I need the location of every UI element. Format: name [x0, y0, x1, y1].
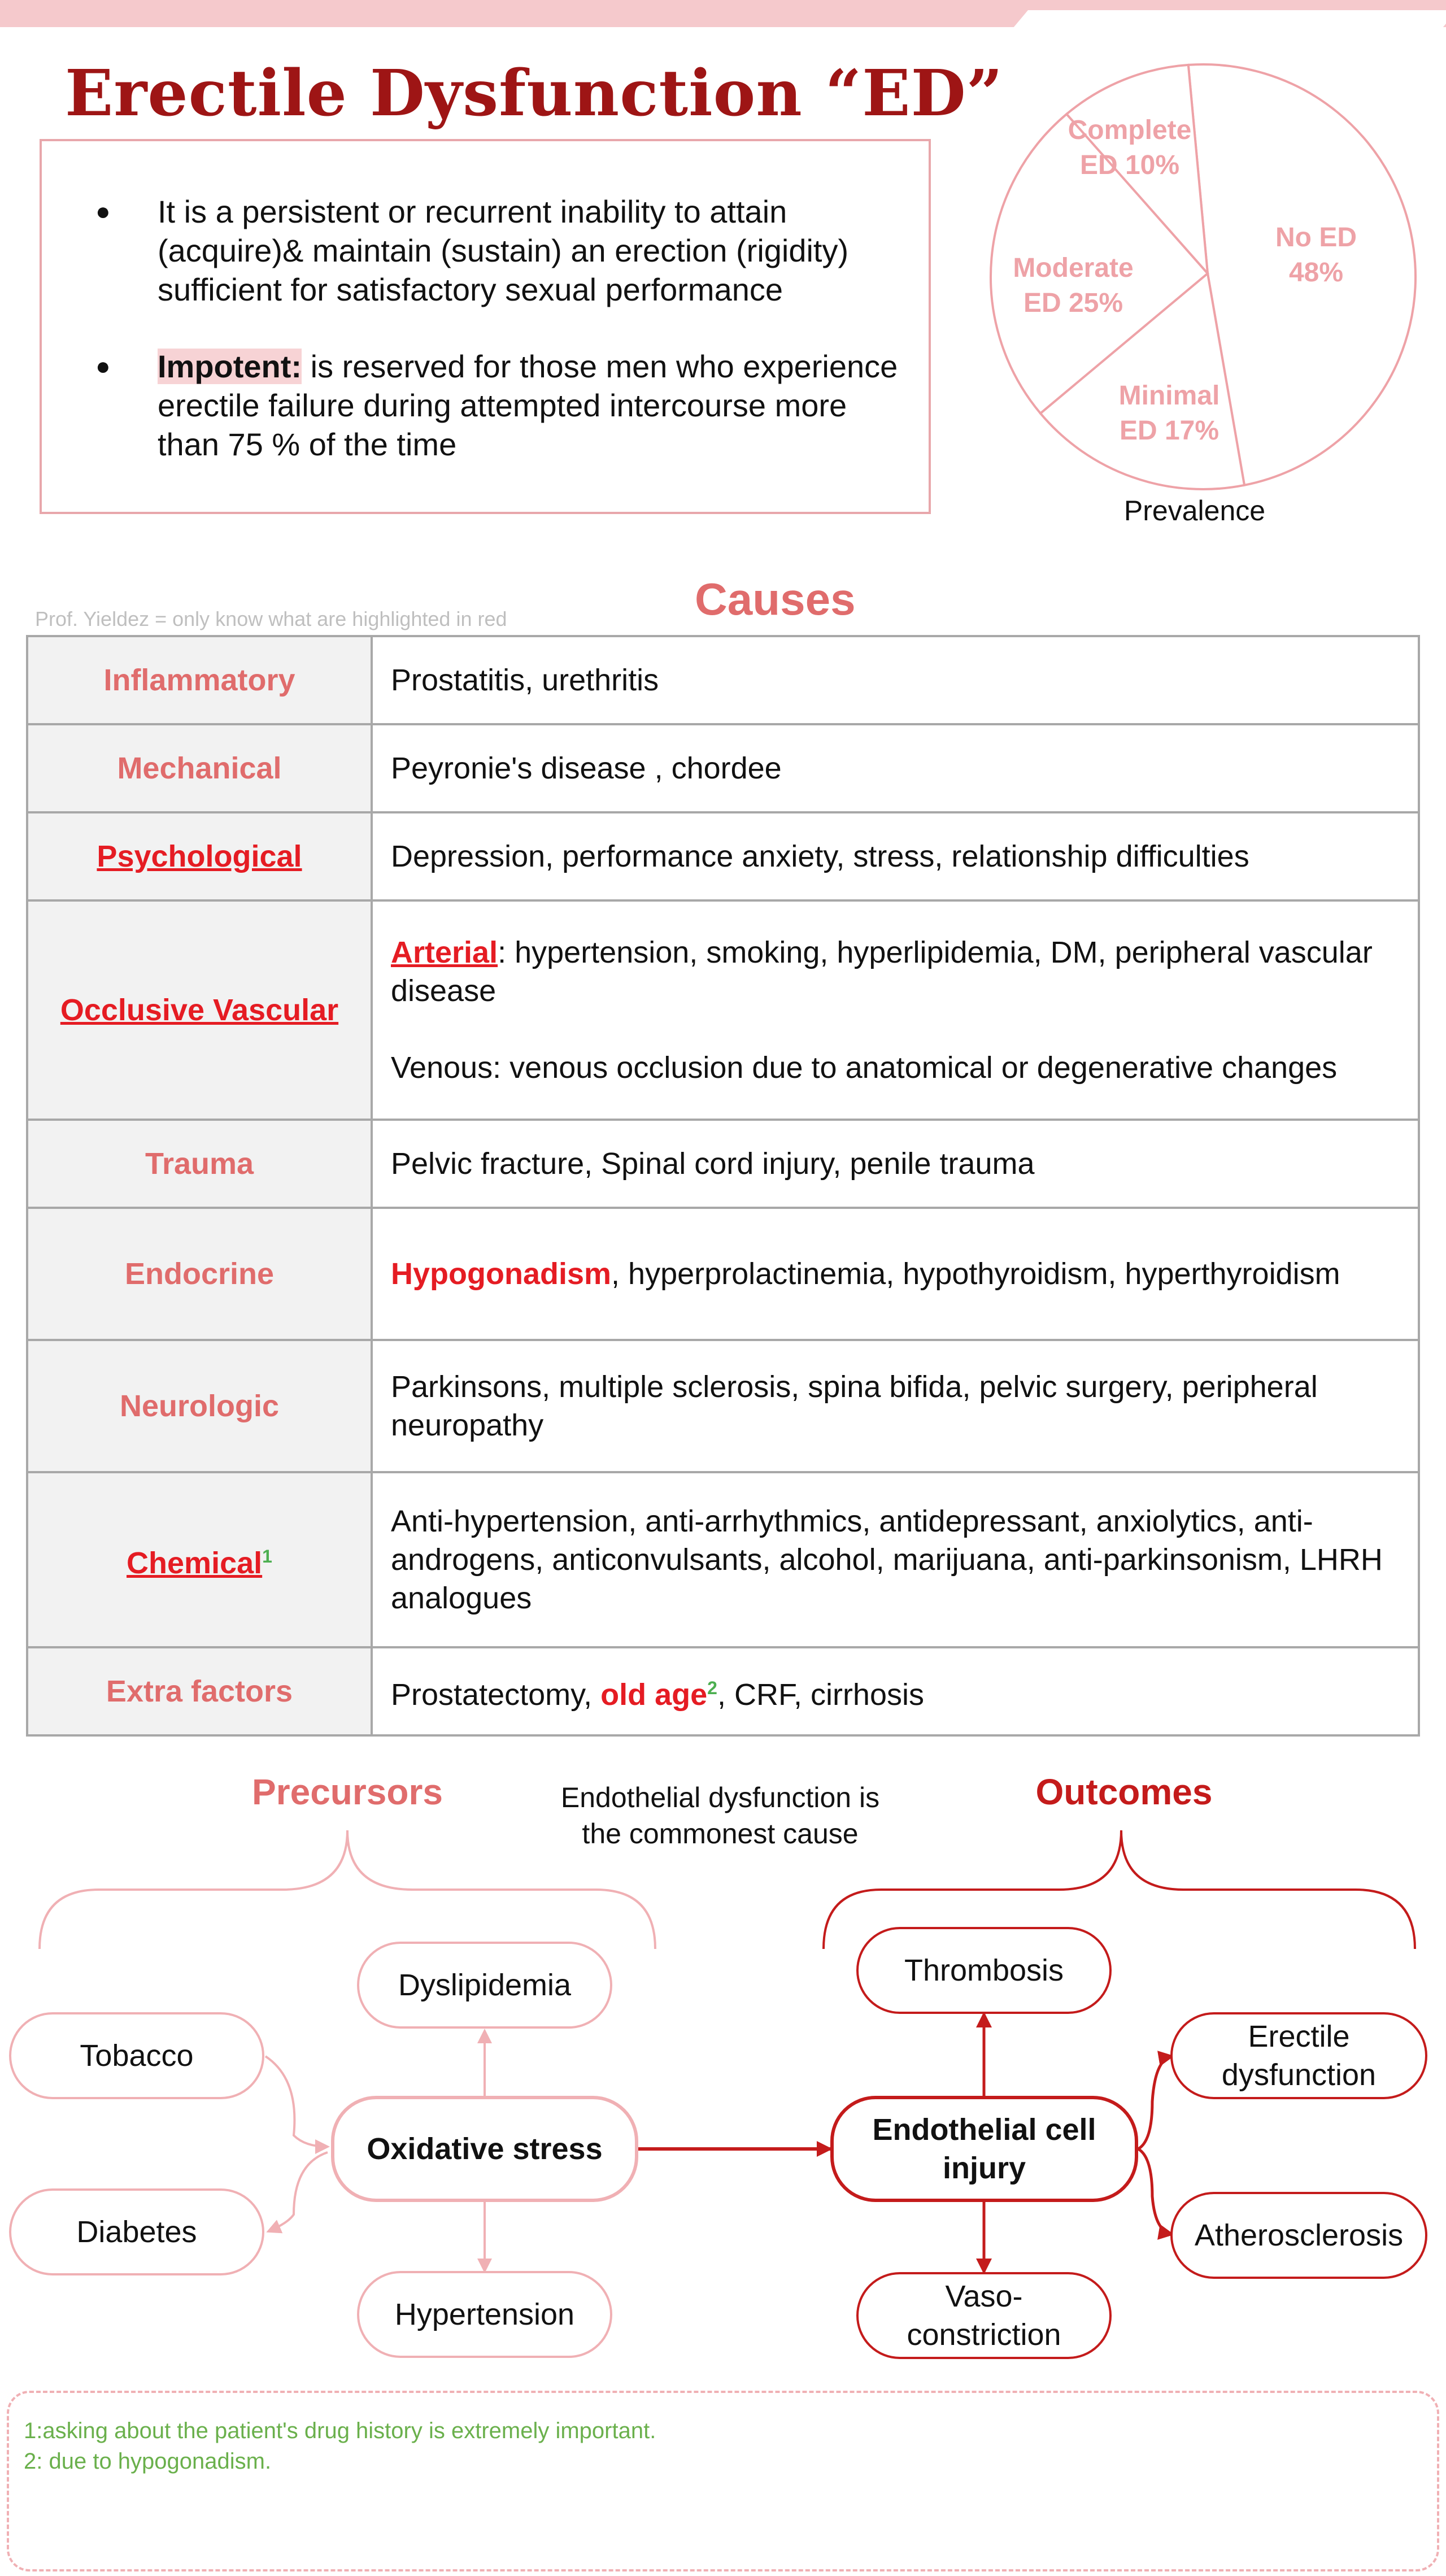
- venous-line: Venous: venous occlusion due to anatomical or degenerative changes: [391, 1051, 1338, 1085]
- pie-label-minimal-line2: ED 17%: [1119, 416, 1219, 446]
- cause-category: Extra factors: [27, 1647, 372, 1735]
- page-title: Erectile Dysfunction “ED”: [65, 56, 1004, 130]
- precursors-title: Precursors: [252, 1772, 443, 1812]
- endothelial-note: Endothelial dysfunction is the commonest cause: [560, 1782, 880, 1850]
- tobacco-connector: [265, 2056, 328, 2147]
- outcomes-title: Outcomes: [1035, 1772, 1213, 1812]
- impotent-term: Impotent:: [158, 349, 302, 384]
- node-erectile-dysfunction: Erectile dysfunction: [1170, 2012, 1427, 2099]
- arterial-desc: : hypertension, smoking, hyperlipidemia, DM, peripheral vascular disease: [391, 935, 1373, 1008]
- node-atherosclerosis: Atherosclerosis: [1170, 2192, 1427, 2279]
- extra-post: , CRF, cirrhosis: [717, 1678, 924, 1712]
- cause-description: Parkinsons, multiple sclerosis, spina bifida, pelvic surgery, peripheral neuropathy: [372, 1340, 1419, 1472]
- cause-description: Depression, performance anxiety, stress, relationship difficulties: [372, 812, 1419, 900]
- hypogonadism-term: Hypogonadism: [391, 1257, 612, 1291]
- cause-category: Mechanical: [27, 724, 372, 812]
- cause-description: Anti-hypertension, anti-arrhythmics, antidepressant, anxiolytics, anti-androgens, anticonvulsants, alcohol, marijuana, anti-parkinsonism, LHRH analogues: [372, 1472, 1419, 1647]
- definition-text-1: It is a persistent or recurrent inability to attain (acquire)& maintain (sustain) an erection (rigidity) sufficient for satisfactory sexual performance: [158, 194, 849, 307]
- pie-label-no-ed-line1: No ED: [1275, 223, 1357, 253]
- pie-label-no-ed-line2: 48%: [1288, 258, 1344, 288]
- footnote-ref-2: 2: [707, 1678, 717, 1698]
- footnote-2: 2: due to hypogonadism.: [24, 2449, 272, 2474]
- pie-label-moderate-line1: Moderate: [1013, 253, 1134, 283]
- cause-description: Prostatitis, urethritis: [372, 636, 1419, 724]
- cause-category: Inflammatory: [27, 636, 372, 724]
- footnote-1: 1:asking about the patient's drug history is extremely important.: [24, 2418, 656, 2443]
- node-tobacco: Tobacco: [9, 2012, 264, 2099]
- arterial-term: Arterial: [391, 935, 498, 969]
- node-hypertension: Hypertension: [357, 2271, 612, 2358]
- impotent-definition: is reserved for those men who experience erectile failure during attempted intercourse more than 75 % of the time: [158, 349, 898, 462]
- footnotes-box: [7, 2391, 1439, 2571]
- pie-label-minimal-line1: Minimal: [1118, 381, 1220, 411]
- footnote-ref-1: 1: [262, 1546, 272, 1567]
- old-age-term: old age: [600, 1678, 708, 1712]
- node-oxidative-stress: Oxidative stress: [331, 2096, 638, 2202]
- node-thrombosis: Thrombosis: [856, 1927, 1112, 2014]
- bullet-icon: ●: [95, 198, 111, 225]
- cause-description: Pelvic fracture, Spinal cord injury, penile trauma: [372, 1120, 1419, 1208]
- pie-caption: Prevalence: [1123, 495, 1266, 526]
- pie-label-moderate-line2: ED 25%: [1023, 288, 1123, 318]
- to-erectile-arrow: [1138, 2056, 1172, 2149]
- endocrine-rest: , hyperprolactinemia, hypothyroidism, hyperthyroidism: [611, 1257, 1340, 1291]
- bullet-icon: ●: [95, 353, 111, 380]
- node-diabetes: Diabetes: [9, 2188, 264, 2275]
- red-highlight-note: Prof. Yieldez = only know what are highlighted in red: [35, 607, 507, 630]
- extra-pre: Prostatectomy,: [391, 1678, 601, 1712]
- cause-category: Trauma: [27, 1120, 372, 1208]
- to-atherosclerosis-arrow: [1138, 2149, 1172, 2234]
- pie-label-complete-line2: ED 10%: [1079, 150, 1180, 180]
- occlusive-vascular-label: Occlusive Vascular: [60, 993, 339, 1027]
- cause-description: Peyronie's disease , chordee: [372, 724, 1419, 812]
- node-endothelial-cell-injury: Endothelial cell injury: [830, 2096, 1138, 2202]
- pie-label-complete-line1: Complete: [1068, 115, 1192, 145]
- cause-category: Endocrine: [27, 1208, 372, 1340]
- cause-category: Neurologic: [27, 1340, 372, 1472]
- diabetes-connector: [268, 2152, 328, 2231]
- node-vasoconstriction: Vaso-constriction: [856, 2272, 1112, 2359]
- chemical-label: Chemical: [127, 1546, 263, 1580]
- node-dyslipidemia: Dyslipidemia: [357, 1942, 612, 2029]
- causes-title: Causes: [695, 574, 856, 624]
- psychological-label: Psychological: [97, 839, 302, 873]
